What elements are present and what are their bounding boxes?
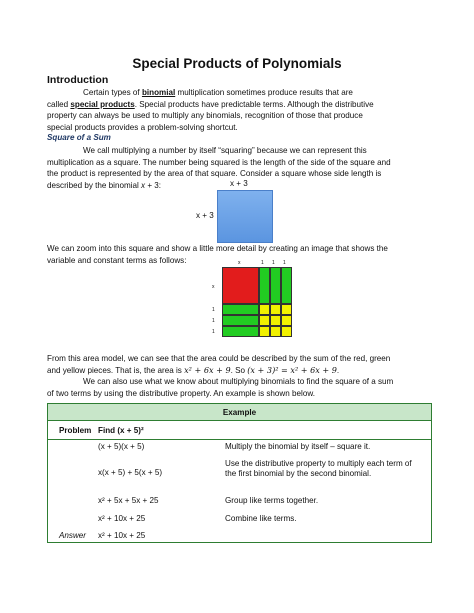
unit-tile xyxy=(281,315,292,326)
intro-text: property can always be used to multiply any binomials, recognition of those that produce xyxy=(47,111,363,120)
unit-tile xyxy=(270,304,281,315)
page-title: Special Products of Polynomials xyxy=(132,56,342,71)
x-tile xyxy=(222,304,259,315)
grid-left-label: 1 xyxy=(212,318,215,324)
step-expression: x² + 10x + 25 xyxy=(98,514,146,523)
zoom-text: We can zoom into this square and show a little more detail by creating an image that shows the xyxy=(47,244,388,253)
square-sum-text: the product is represented by the area of that square. Consider a square whose side length is xyxy=(47,169,382,178)
grid-left-label: 1 xyxy=(212,307,215,313)
x-tile xyxy=(222,326,259,337)
unit-tile xyxy=(281,326,292,337)
step-note: Group like terms together. xyxy=(225,496,319,505)
step-note: Use the distributive property to multiply each term of the first binomial by the second binomial. xyxy=(225,459,412,478)
grid-left-label: x xyxy=(212,284,215,290)
step-note: Combine like terms. xyxy=(225,514,297,523)
square-sum-text: + 3: xyxy=(145,180,162,190)
intro-text: called xyxy=(47,99,71,109)
square-identity: (x + 3)² = x² + 6x + 9 xyxy=(247,364,337,375)
step-expression: x(x + 5) + 5(x + 5) xyxy=(98,468,163,477)
intro-paragraph xyxy=(47,87,432,133)
area-text: We can also use what we know about multiplying binomials to find the square of a sum xyxy=(83,377,394,386)
intro-text: special products provides a problem-solving shortcut. xyxy=(47,122,238,132)
square-sum-text: multiplication as a square. The number being squared is the length of the side of the square and xyxy=(47,157,391,167)
problem-row xyxy=(48,421,431,440)
unit-tile xyxy=(259,315,270,326)
area-text: . So xyxy=(230,365,248,375)
square-sum-text: described by the binomial xyxy=(47,180,142,190)
grid-top-label: x xyxy=(238,260,241,266)
grid-top-label: 1 xyxy=(261,260,264,266)
step-row xyxy=(48,459,431,491)
answer-text: x² + 10x + 25 xyxy=(98,531,146,540)
blue-square-diagram xyxy=(217,190,273,243)
area-text: and yellow pieces. That is, the area is xyxy=(47,365,185,375)
x-tile xyxy=(259,267,270,304)
example-table xyxy=(47,403,432,543)
unit-tile xyxy=(259,326,270,337)
grid-top-label: 1 xyxy=(272,260,275,266)
square-top-label: x + 3 xyxy=(230,179,248,188)
area-paragraph xyxy=(47,353,432,399)
step-expression: x² + 5x + 5x + 25 xyxy=(98,496,159,505)
intro-text: multiplication sometimes produce results that are xyxy=(175,88,353,97)
x-tile xyxy=(270,267,281,304)
unit-tile xyxy=(259,304,270,315)
special-products-term: special products xyxy=(70,99,135,109)
area-expression: x² + 6x + 9 xyxy=(184,364,231,375)
area-text: From this area model, we can see that the area could be described by the sum of the red, green xyxy=(47,354,391,363)
x-tile xyxy=(281,267,292,304)
unit-tile xyxy=(281,304,292,315)
answer-row xyxy=(48,531,431,543)
area-text: . xyxy=(336,365,340,375)
area-model-grid xyxy=(212,260,292,337)
intro-text: Certain types of xyxy=(83,88,142,97)
x-squared-tile xyxy=(222,267,259,304)
square-sum-text: We call multiplying a number by itself “squaring” because we can represent this xyxy=(83,146,367,155)
step-row xyxy=(48,442,431,454)
square-of-sum-heading: Square of a Sum xyxy=(47,133,111,142)
step-note: Multiply the binomial by itself – square it. xyxy=(225,442,371,451)
unit-tile xyxy=(270,315,281,326)
square-left-label: x + 3 xyxy=(196,211,214,220)
x-tile xyxy=(222,315,259,326)
intro-text: . Special products have predictable terms. Although the distributive xyxy=(134,99,374,109)
grid-left-label: 1 xyxy=(212,329,215,335)
step-row xyxy=(48,496,431,508)
problem-label: Problem xyxy=(59,426,92,435)
step-expression: (x + 5)(x + 5) xyxy=(98,442,145,451)
step-row xyxy=(48,514,431,526)
problem-text: Find (x + 5)² xyxy=(98,426,144,435)
area-text: of two terms by using the distributive property. An example is shown below. xyxy=(47,388,315,398)
unit-tile xyxy=(270,326,281,337)
variable-x: x xyxy=(141,180,146,190)
answer-label: Answer xyxy=(59,531,86,540)
zoom-text: variable and constant terms as follows: xyxy=(47,255,187,265)
grid-top-label: 1 xyxy=(283,260,286,266)
intro-heading: Introduction xyxy=(47,74,109,86)
example-header: Example xyxy=(48,404,431,421)
binomial-term: binomial xyxy=(141,88,176,97)
